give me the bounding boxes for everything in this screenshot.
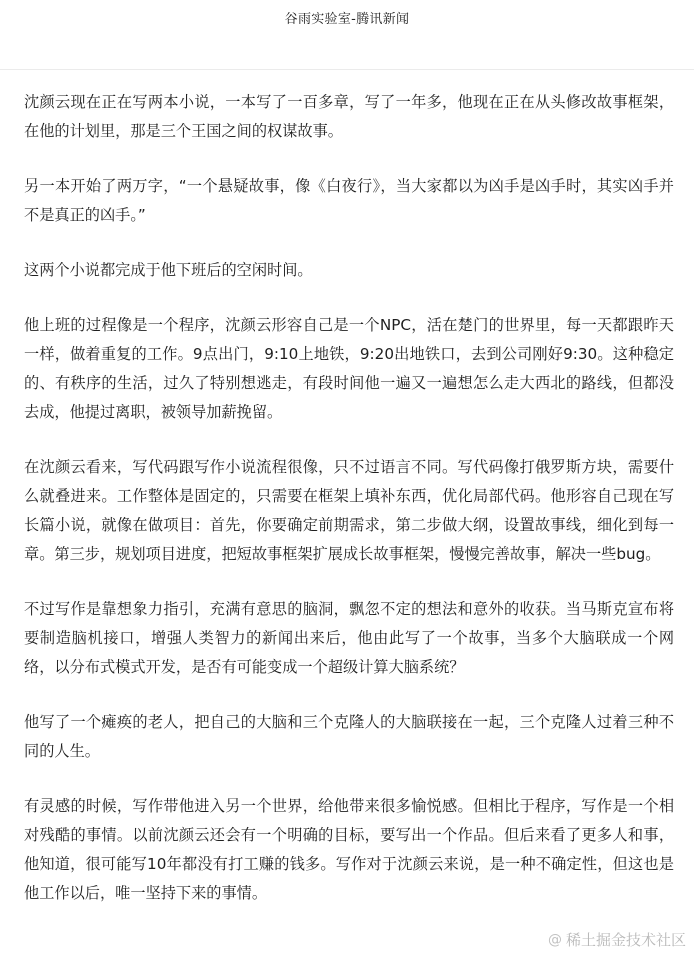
watermark-text: 稀土掘金技术社区 [565, 931, 686, 949]
header-bar [0, 0, 694, 70]
article-paragraph: 另一本开始了两万字，“一个悬疑故事，像《白夜行》，当大家都以为凶手是凶手时，其实凶手并不是真正的凶手。” [24, 177, 674, 224]
article-paragraph: 他写了一个瘫痪的老人，把自己的大脑和三个克隆人的大脑联接在一起，三个克隆人过着三种不同的人生。 [24, 713, 674, 760]
article-paragraph: 这两个小说都完成于他下班后的空闲时间。 [24, 261, 313, 279]
watermark [548, 929, 686, 950]
article-paragraph: 在沈颜云看来，写代码跟写作小说流程很像，只不过语言不同。写代码像打俄罗斯方块，需要什么就叠进来。工作整体是固定的，只需要在框架上填补东西，优化局部代码。他形容自己现在写长篇小说，就像在做项目：首先，你要确定前期需求，第二步做大纲，设置故事线，细化到每一章。第三步，规划项目进度，把短故事框架扩展成长故事框架，慢慢完善故事，解决一些bug。 [24, 458, 674, 563]
article-paragraph: 他上班的过程像是一个程序，沈颜云形容自己是一个NPC，活在楚门的世界里，每一天都跟昨天一样，做着重复的工作。9点出门，9:10上地铁，9:20出地铁口，去到公司刚好9:30。这种稳定的、有秩序的生活，过久了特别想逃走，有段时间他一遍又一遍想怎么走大西北的路线，但都没去成，他提过离职，被领导加薪挽留。 [24, 316, 674, 421]
article-paragraph: 沈颜云现在正在写两本小说，一本写了一百多章，写了一年多，他现在正在从头修改故事框架，在他的计划里，那是三个王国之间的权谋故事。 [24, 93, 674, 140]
page-title: 谷雨实验室-腾讯新闻 [284, 12, 410, 27]
article-paragraph: 不过写作是靠想象力指引，充满有意思的脑洞，飘忽不定的想法和意外的收获。当马斯克宣布将要制造脑机接口，增强人类智力的新闻出来后，他由此写了一个故事，当多个大脑联成一个网络，以分布式模式开发，是否有可能变成一个超级计算大脑系统？ [24, 600, 674, 676]
watermark-at-symbol: @ [547, 931, 562, 948]
article-paragraph: 有灵感的时候，写作带他进入另一个世界，给他带来很多愉悦感。但相比于程序，写作是一个相对残酷的事情。以前沈颜云还会有一个明确的目标，要写出一个作品。但后来看了更多人和事，他知道，很可能写10年都没有打工赚的钱多。写作对于沈颜云来说，是一种不确定性，但这也是他工作以后，唯一坚持下来的事情。 [24, 797, 674, 902]
article-body [24, 88, 674, 934]
